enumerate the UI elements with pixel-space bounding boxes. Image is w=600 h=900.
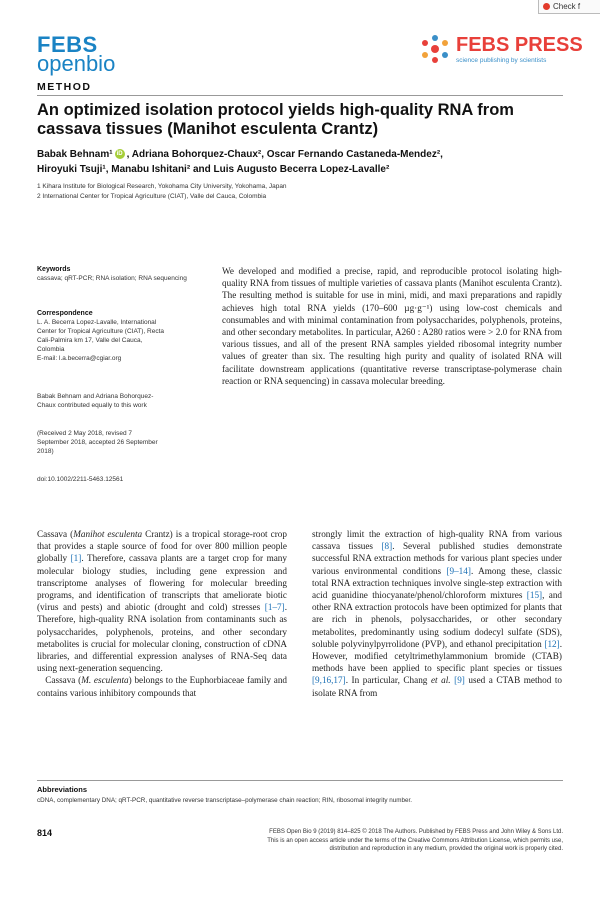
citation-link[interactable]: [12] — [544, 638, 560, 649]
citation-link[interactable]: [9] — [454, 675, 465, 686]
citation-link[interactable]: [1–7] — [264, 602, 285, 613]
check-updates-icon — [543, 3, 550, 10]
footer-line: FEBS Open Bio 9 (2019) 814–825 © 2018 The Authors. Published by FEBS Press and John Wiley & Sons Ltd. — [269, 829, 563, 835]
journal-logo — [37, 34, 115, 75]
author-line-1: Babak Behnam¹ — [37, 149, 113, 160]
press-logo — [420, 34, 583, 64]
equal-contribution-line: Babak Behnam and Adriana Bohorquez- — [37, 393, 154, 400]
body-column-left: Cassava (Manihot esculenta Crantz) is a tropical storage-root crop that provides a staple source of food for over 800 million people globally [1]. Therefore, cassava plants are a target crop for many molecular biology studies, including gene expression and transcriptome analyses of flowering for molecular breeding programs, and identification of transcripts that ameliorate biotic (virus and pests) and abiotic (drought and cold) stresses [1–7]. Therefore, high-quality RNA isolation from contaminants such as polysaccharides, polyphenols, proteins, and other secondary metabolites is crucial for molecular cloning, construction of cDNA libraries, and differential expression analyses of RNA-Seq data using next-generation sequencing. Cassava (M. esculenta) belongs to the Euphorbiaceae family and contains various inhibitory compounds that — [37, 529, 288, 698]
abbreviations-text: cDNA, complementary DNA; qRT-PCR, quantitative reverse transcriptase–polymerase chain reaction; RIN, ribosomal integrity number. — [37, 797, 413, 804]
citation-link[interactable]: [9–14] — [446, 565, 471, 576]
citation-link[interactable]: [9,16,17] — [312, 675, 346, 686]
abbreviations-heading: Abbreviations — [37, 785, 88, 794]
affiliation-2: 2 International Center for Tropical Agriculture (CIAT), Valle del Cauca, Colombia — [37, 193, 267, 200]
keywords-block — [37, 265, 202, 283]
section-label: METHOD — [37, 81, 92, 93]
received-line: (Received 2 May 2018, revised 7 — [37, 430, 133, 437]
correspondence-line: Colombia — [37, 346, 65, 353]
citation-link[interactable]: [8] — [381, 541, 393, 552]
footer-license — [190, 828, 563, 854]
page-number: 814 — [37, 828, 53, 838]
citation-link[interactable]: [15] — [526, 590, 543, 601]
footer-line: distribution and reproduction in any medium, provided the original work is properly cited. — [329, 846, 563, 852]
author-list — [37, 147, 557, 177]
author-line-1-rest: , Adriana Bohorquez-Chaux², Oscar Fernando Castaneda-Mendez², — [126, 149, 443, 160]
journal-logo-line1: FEBS — [37, 32, 98, 57]
doi-link[interactable]: doi:10.1002/2211-5463.12561 — [37, 476, 124, 483]
article-title: An optimized isolation protocol yields high-quality RNA from cassava tissues (Manihot esculenta Crantz) — [37, 101, 514, 138]
abstract: We developed and modified a precise, rapid, and reproducible protocol isolating high-quality RNA from tissues of multiple varieties of cassava plants (Manihot esculenta Crantz). The resulting method is suitable for use in mini, midi, and maxi preparations and rapidly achieves high total RNA yields (170–600 µg·g⁻¹) using low-cost chemicals and consumables and with minimal contamination from polysaccharides, polyphenols, proteins, and other secondary metabolites. In particular, A260 : A280 ratios were > 2.0 for RNA from various tissues, and all of the present RNA samples yielded ribosomal integrity number values of greater than six. The resulting high purity and quality of isolated RNA will facilitate downstream applications (quantitative reverse transcriptase-polymerase chain reaction or RNA sequencing) in cassava molecular breeding. — [222, 266, 562, 386]
orcid-icon[interactable]: iD — [116, 151, 123, 158]
keywords-heading: Keywords — [37, 266, 71, 273]
correspondence-line: Cali-Palmira km 17, Valle del Cauca, — [37, 337, 143, 344]
check-updates-badge[interactable] — [538, 0, 600, 14]
received-line: 2018) — [37, 448, 54, 455]
press-tagline: science publishing by scientists — [456, 56, 547, 64]
journal-logo-line2: openbio — [37, 51, 116, 76]
press-network-icon — [420, 34, 450, 64]
footer-line: This is an open access article under the terms of the Creative Commons Attribution License, which permits use, — [267, 837, 563, 844]
equal-contribution-note — [37, 392, 202, 410]
correspondence-heading: Correspondence — [37, 310, 93, 317]
body-column-right: strongly limit the extraction of high-quality RNA from various cassava tissues [8]. Several published studies demonstrate successful RNA extraction methods for various plant species under various environmental conditions [9–14]. Among these, classic total RNA extraction techniques involve single-step extraction with acid guanidine thiocyanate/phenol/chloroform mixtures [15], and other RNA extraction protocols have been optimized for plants that are rich in phenols, polysaccharides, or other secondary metabolites, predominantly using sodium dodecyl sulfate (SDS), soluble polyvinylpyrrolidone (PVP), and ethanol precipitation [12]. However, modified cetyltrimethylammonium bromide (CTAB) methods have been applied to specific plant species or tissues [9,16,17]. In particular, Chang et al. [9] used a CTAB method to isolate RNA from — [312, 529, 563, 698]
check-updates-label: Check f — [553, 1, 581, 11]
section-divider — [37, 95, 563, 96]
press-name: FEBS PRESS — [456, 33, 583, 56]
received-dates — [37, 429, 202, 456]
affiliation-1: 1 Kihara Institute for Biological Research, Yokohama City University, Yokohama, Japan — [37, 183, 287, 190]
keywords-text: cassava; qRT-PCR; RNA isolation; RNA sequencing — [37, 275, 187, 282]
abbreviations-divider — [37, 780, 563, 781]
correspondence-line: Center for Tropical Agriculture (CIAT), Recta — [37, 328, 165, 335]
equal-contribution-line: Chaux contributed equally to this work — [37, 402, 147, 409]
correspondence-line: L. A. Becerra Lopez-Lavalle, International — [37, 319, 157, 326]
correspondence-email[interactable]: E-mail: l.a.becerra@cgiar.org — [37, 355, 122, 362]
author-line-2: Hiroyuki Tsuji¹, Manabu Ishitani² and Luis Augusto Becerra Lopez-Lavalle² — [37, 164, 390, 175]
correspondence-block — [37, 309, 202, 363]
citation-link[interactable]: [1] — [70, 553, 82, 564]
received-line: September 2018, accepted 26 September — [37, 439, 158, 446]
